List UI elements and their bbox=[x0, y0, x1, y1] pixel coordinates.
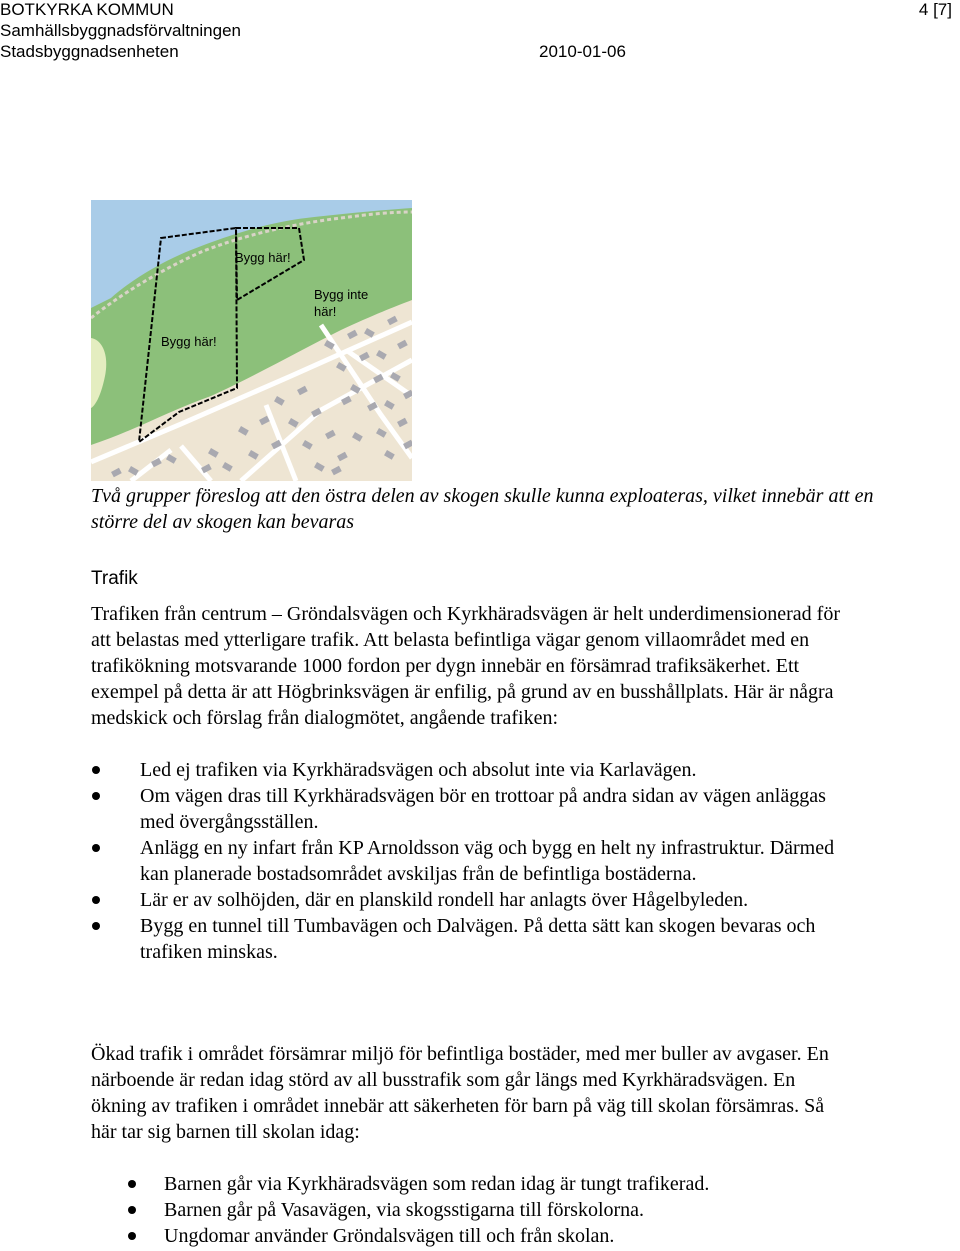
department-name: Samhällsbyggnadsförvaltningen bbox=[0, 21, 241, 40]
dialogue-suggestions-list bbox=[140, 757, 840, 965]
bullet-icon bbox=[92, 766, 100, 774]
bullet-icon bbox=[92, 922, 100, 930]
list-item bbox=[140, 757, 840, 783]
bullet-icon bbox=[92, 896, 100, 904]
bullet-icon bbox=[92, 792, 100, 800]
map-label-west: Bygg här! bbox=[161, 334, 217, 349]
bullet-icon bbox=[128, 1232, 136, 1240]
map-label-east-line2: här! bbox=[314, 304, 337, 319]
map-label-north: Bygg här! bbox=[235, 250, 291, 265]
list-item bbox=[164, 1171, 864, 1197]
unit-name: Stadsbyggnadsenheten bbox=[0, 42, 179, 61]
list-item bbox=[140, 783, 840, 835]
list-item-text: Om vägen dras till Kyrkhäradsvägen bör en trottoar på andra sidan av vägen anläggas med övergångsställen. bbox=[140, 785, 826, 833]
list-item bbox=[140, 835, 840, 887]
page-number: 4 [7] bbox=[918, 0, 952, 19]
document-date: 2010-01-06 bbox=[539, 42, 626, 61]
list-item-text: Anlägg en ny infart från KP Arnoldsson väg och bygg en helt ny infrastruktur. Därmed kan planerade bostadsområdet avskiljas från de befintliga bostäderna. bbox=[140, 837, 835, 885]
site-map bbox=[91, 200, 412, 481]
traffic-intro-paragraph: Trafiken från centrum – Gröndalsvägen och Kyrkhäradsvägen är helt underdimensionerad för att belastas med ytterligare trafik. Att belasta befintliga vägar genom villaområdet med en trafikökning motsvarande 1000 fordon per dygn innebär en försämrad trafiksäkerhet. Ett exempel på detta är att Högbrinksvägen är enfilig, på grund av en busshållplats. Här är några medskick och förslag från dialogmötet, angående trafiken: bbox=[91, 603, 841, 729]
list-item-text: Lär er av solhöjden, där en planskild rondell har anlagts över Hågelbyleden. bbox=[140, 889, 749, 911]
school-routes-list bbox=[164, 1171, 864, 1249]
list-item bbox=[164, 1223, 864, 1249]
bullet-icon bbox=[92, 844, 100, 852]
list-item-text: Led ej trafiken via Kyrkhäradsvägen och absolut inte via Karlavägen. bbox=[140, 759, 697, 781]
list-item-text: Barnen går via Kyrkhäradsvägen som redan idag är tungt trafikerad. bbox=[164, 1173, 710, 1195]
list-item-text: Barnen går på Vasavägen, via skogsstigarna till förskolorna. bbox=[164, 1199, 645, 1221]
list-item bbox=[164, 1197, 864, 1223]
bullet-icon bbox=[128, 1206, 136, 1214]
list-item bbox=[140, 887, 840, 913]
map-caption: Två grupper föreslog att den östra delen av skogen skulle kunna exploateras, vilket innebär att en större del av skogen kan bevaras bbox=[91, 485, 874, 533]
org-name: BOTKYRKA KOMMUN bbox=[0, 0, 174, 19]
bullet-icon bbox=[128, 1180, 136, 1188]
section-heading: Trafik bbox=[91, 568, 138, 589]
list-item-text: Ungdomar använder Gröndalsvägen till och från skolan. bbox=[164, 1225, 615, 1247]
list-item bbox=[140, 913, 840, 965]
list-item-text: Bygg en tunnel till Tumbavägen och Dalvägen. På detta sätt kan skogen bevaras och trafiken minskas. bbox=[140, 915, 816, 963]
map-label-east-line1: Bygg inte bbox=[314, 287, 369, 302]
school-traffic-paragraph: Ökad trafik i området försämrar miljö för befintliga bostäder, med mer buller av avgaser. En närboende är redan idag störd av all busstrafik som går längs med Kyrkhäradsvägen. En ökning av trafiken i området innebär att säkerheten för barn på väg till skolan försämras. Så här tar sig barnen till skolan idag: bbox=[91, 1043, 829, 1143]
